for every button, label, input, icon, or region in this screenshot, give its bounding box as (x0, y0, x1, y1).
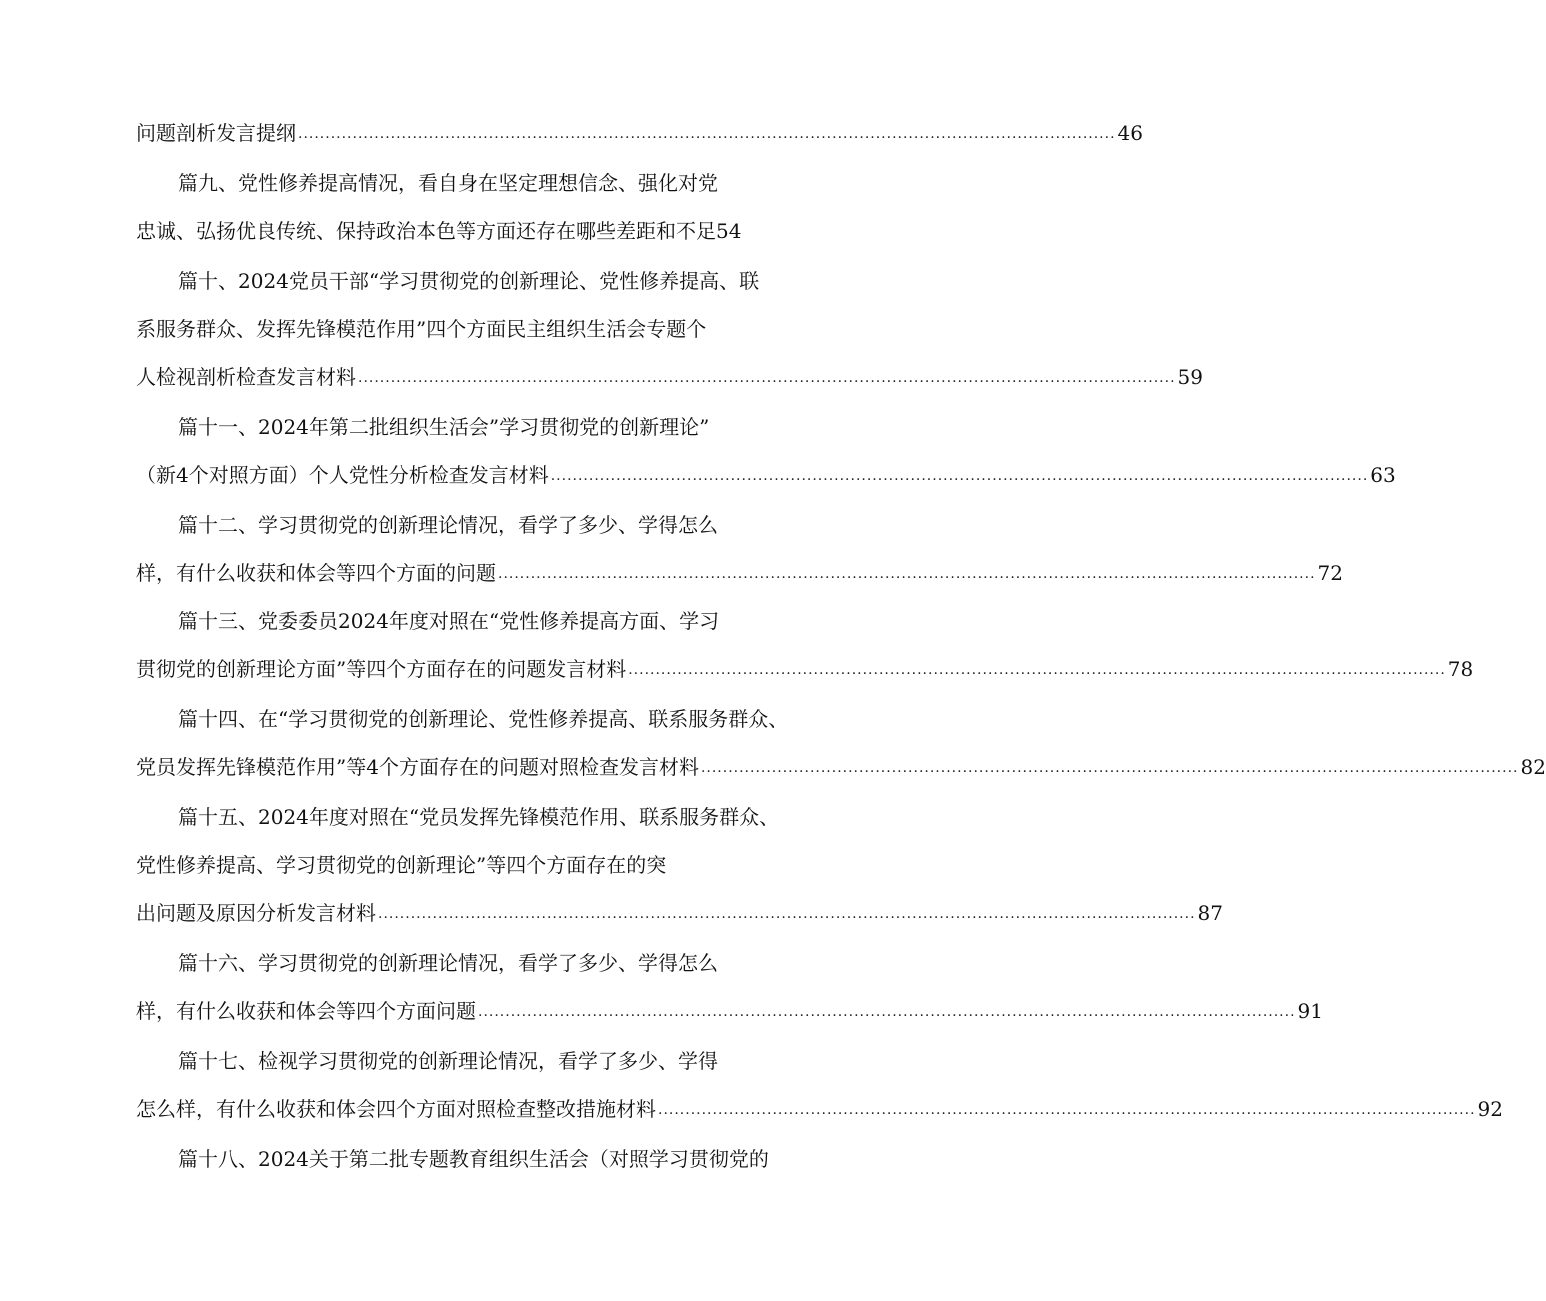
toc-leader-dots: ...................................................................................................................................................... (628, 662, 1446, 678)
toc-entry-line: 篇十四、在“学习贯彻党的创新理论、党性修养提高、联系服务群众、 (178, 707, 789, 731)
toc-leader-dots: ...................................................................................................................................................... (658, 1102, 1476, 1118)
toc-entry-line: 篇九、党性修养提高情况，看自身在坚定理想信念、强化对党 (178, 171, 718, 195)
toc-page-number: 63 (1370, 463, 1396, 487)
toc-entry-line: 篇十五、2024年度对照在“党员发挥先锋模范作用、联系服务群众、 (178, 805, 780, 829)
toc-leader-dots: ...................................................................................................................................................... (550, 468, 1369, 484)
toc-leader-dots: ...................................................................................................................................................... (498, 566, 1316, 582)
toc-entry-line (136, 898, 1223, 928)
toc-page-number: 59 (1177, 365, 1203, 389)
toc-entry-line (136, 362, 1203, 392)
toc-entry-line (136, 996, 1323, 1026)
toc-leader-dots: ...................................................................................................................................................... (700, 760, 1519, 776)
toc-entry-line (136, 752, 1546, 782)
toc-page-number: 87 (1197, 901, 1223, 925)
toc-page-number: 72 (1317, 561, 1343, 585)
toc-entry-text: （新4个对照方面）个人党性分析检查发言材料 (136, 463, 549, 487)
toc-entry-line: 篇十八、2024关于第二批专题教育组织生活会（对照学习贯彻党的 (178, 1147, 769, 1171)
toc-entry-line (136, 558, 1343, 588)
toc-entry-text: 问题剖析发言提纲 (136, 121, 296, 145)
toc-entry-line: 党性修养提高、学习贯彻党的创新理论”等四个方面存在的突 (136, 853, 667, 877)
toc-page-number: 78 (1447, 657, 1474, 681)
toc-entry-line (136, 460, 1396, 490)
toc-leader-dots: ...................................................................................................................................................... (358, 370, 1176, 386)
toc-leader-dots: ...................................................................................................................................................... (298, 126, 1116, 142)
toc-entry-line: 篇十、2024党员干部“学习贯彻党的创新理论、党性修养提高、联 (178, 269, 760, 293)
toc-page-number: 82 (1520, 755, 1546, 779)
toc-entry-line: 篇十一、2024年第二批组织生活会”学习贯彻党的创新理论” (178, 415, 710, 439)
toc-entry-line: 系服务群众、发挥先锋模范作用”四个方面民主组织生活会专题个 (136, 317, 707, 341)
toc-entry-text: 人检视剖析检查发言材料 (136, 365, 356, 389)
toc-entry-line (136, 654, 1474, 684)
toc-entry-line (136, 216, 776, 246)
toc-entry-line: 篇十六、学习贯彻党的创新理论情况，看学了多少、学得怎么 (178, 951, 718, 975)
toc-entry-text: 怎么样，有什么收获和体会四个方面对照检查整改措施材料 (136, 1097, 656, 1121)
toc-page-number: 92 (1477, 1097, 1503, 1121)
toc-entry-line (136, 118, 1143, 148)
toc-entry-text: 贯彻党的创新理论方面”等四个方面存在的问题发言材料 (136, 657, 627, 681)
toc-entry-line (136, 1094, 1503, 1124)
toc-entry-text: 出问题及原因分析发言材料 (136, 901, 376, 925)
toc-entry-line: 篇十二、学习贯彻党的创新理论情况，看学了多少、学得怎么 (178, 513, 718, 537)
toc-entry-text: 党员发挥先锋模范作用”等4个方面存在的问题对照检查发言材料 (136, 755, 699, 779)
toc-leader-dots: ...................................................................................................................................................... (478, 1004, 1296, 1020)
toc-entry-text: 样，有什么收获和体会等四个方面问题 (136, 999, 476, 1023)
toc-entry-text: 忠诚、弘扬优良传统、保持政治本色等方面还存在哪些差距和不足 (136, 219, 716, 243)
toc-page-number: 91 (1297, 999, 1323, 1023)
toc-entry-line: 篇十七、检视学习贯彻党的创新理论情况，看学了多少、学得 (178, 1049, 718, 1073)
toc-entry-text: 样，有什么收获和体会等四个方面的问题 (136, 561, 496, 585)
toc-page-number: 54 (716, 219, 742, 243)
toc-leader-dots: ...................................................................................................................................................... (378, 906, 1196, 922)
toc-page-number: 46 (1117, 121, 1143, 145)
toc-entry-line: 篇十三、党委委员2024年度对照在“党性修养提高方面、学习 (178, 609, 720, 633)
